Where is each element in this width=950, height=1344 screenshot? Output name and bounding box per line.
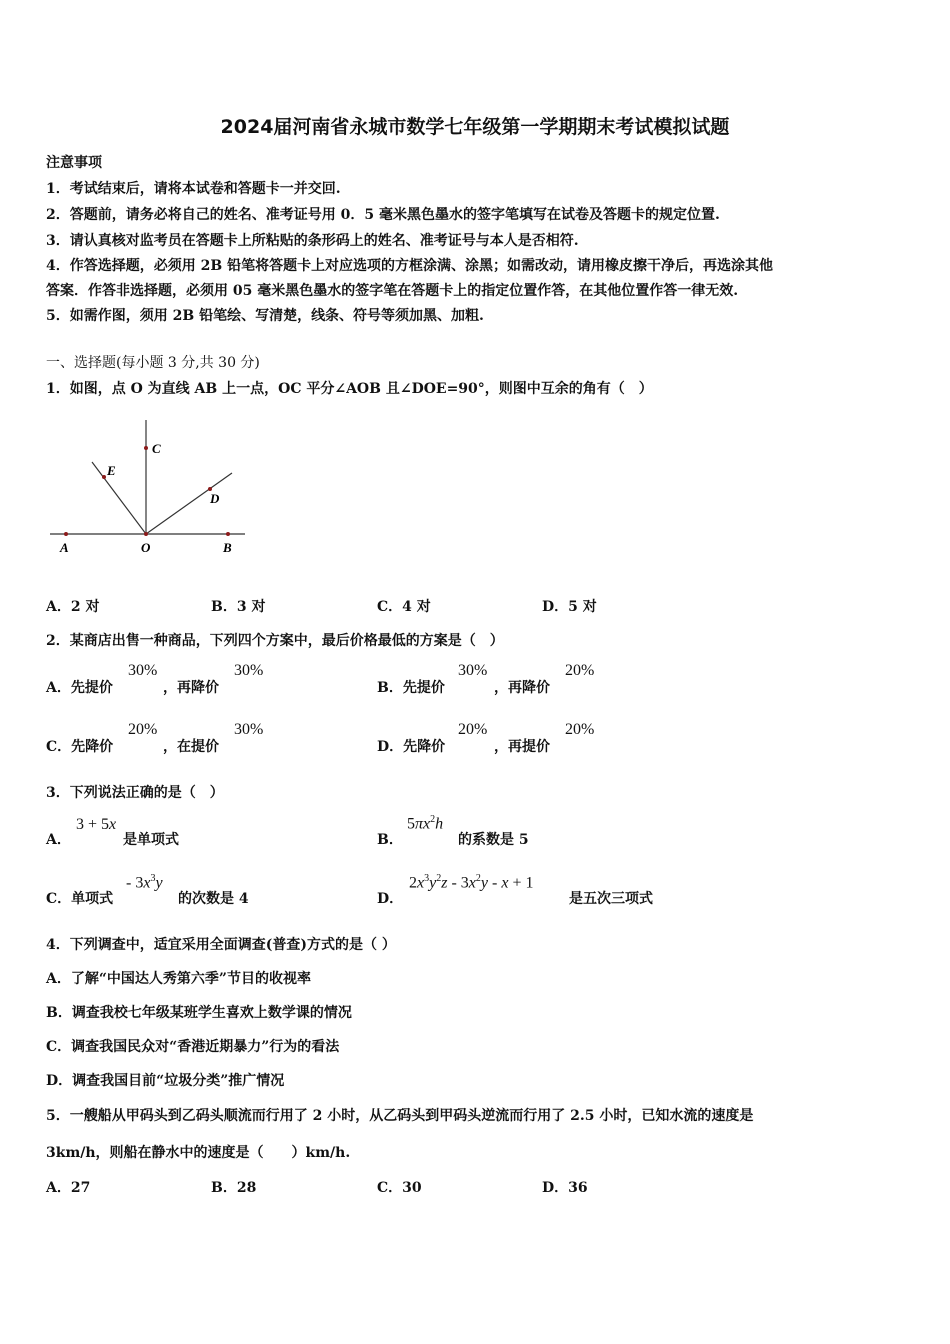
q2-option-d-text1: D．先降价 bbox=[377, 739, 446, 755]
q1-option-a: A．2 对 bbox=[46, 599, 100, 615]
q2-option-b-text1: B．先提价 bbox=[377, 680, 445, 696]
ray-oe bbox=[92, 462, 146, 534]
q2-option-b-value1: 30% bbox=[458, 662, 488, 679]
point-a bbox=[64, 532, 68, 536]
notice-item: 5．如需作图，须用 2B 铅笔绘、写清楚，线条、符号等须加黑、加粗. bbox=[46, 308, 484, 324]
q4-option-b: B．调查我校七年级某班学生喜欢上数学课的情况 bbox=[46, 1005, 352, 1021]
q2-option-b-text2: ，再降价 bbox=[494, 680, 550, 696]
section-heading: 一、选择题(每小题 3 分,共 30 分) bbox=[46, 355, 260, 371]
label-a: A bbox=[60, 540, 69, 555]
question-2-stem: 2．某商店出售一种商品，下列四个方案中，最后价格最低的方案是（ ） bbox=[46, 633, 504, 649]
q5-option-c: C．30 bbox=[377, 1180, 422, 1196]
q3-option-a-text: 是单项式 bbox=[123, 832, 179, 848]
page-title: 2024届河南省永城市数学七年级第一学期期末考试模拟试题 bbox=[220, 116, 730, 138]
q3-option-d-text: 是五次三项式 bbox=[569, 891, 653, 907]
q1-option-b: B．3 对 bbox=[211, 599, 266, 615]
question-1-stem: 1．如图，点 O 为直线 AB 上一点，OC 平分∠AOB 且∠DOE=90°，则图中互余的角有（ ） bbox=[46, 381, 653, 397]
q2-option-d-value1: 20% bbox=[458, 721, 488, 738]
notice-item: 3．请认真核对监考员在答题卡上所粘贴的条形码上的姓名、准考证号与本人是否相符. bbox=[46, 233, 579, 249]
q3-option-a-label: A． bbox=[46, 832, 71, 848]
q3-option-b-formula: $5\pi x^2h$ bbox=[407, 814, 444, 833]
point-o bbox=[144, 532, 148, 536]
point-e bbox=[102, 475, 106, 479]
q3-option-c-label: C．单项式 bbox=[46, 891, 114, 907]
q2-option-a-text2: ，再降价 bbox=[163, 680, 219, 696]
q2-option-a-value1: 30% bbox=[128, 662, 158, 679]
q2-option-b-value2: 20% bbox=[565, 662, 595, 679]
q2-option-c-value1: 20% bbox=[128, 721, 158, 738]
label-b: B bbox=[223, 540, 232, 555]
label-e: E bbox=[107, 463, 116, 478]
question-4-stem: 4．下列调查中，适宜采用全面调查(普查)方式的是（ ） bbox=[46, 937, 396, 953]
q2-option-a-text1: A．先提价 bbox=[46, 680, 113, 696]
q4-option-c: C．调查我国民众对“香港近期暴力”行为的看法 bbox=[46, 1039, 340, 1055]
q5-option-a: A．27 bbox=[46, 1180, 91, 1196]
point-b bbox=[226, 532, 230, 536]
q5-option-d: D．36 bbox=[542, 1180, 588, 1196]
q2-option-d-text2: ，再提价 bbox=[494, 739, 550, 755]
question-5-stem-line2: 3km/h，则船在静水中的速度是（ ）km/h. bbox=[46, 1145, 351, 1161]
q2-option-d-value2: 20% bbox=[565, 721, 595, 738]
angle-figure bbox=[40, 405, 260, 560]
q2-option-a-value2: 30% bbox=[234, 662, 264, 679]
q3-option-c-text: 的次数是 4 bbox=[178, 891, 249, 907]
q2-option-c-text1: C．先降价 bbox=[46, 739, 114, 755]
notice-item: 答案．作答非选择题，必须用 05 毫米黑色墨水的签字笔在答题卡上的指定位置作答，在其他位置作答一律无效. bbox=[46, 283, 739, 299]
q5-option-b: B．28 bbox=[211, 1180, 257, 1196]
q3-option-a-formula: 3 + 5x bbox=[76, 816, 117, 833]
q3-option-c-formula: - $3x^3y$ bbox=[126, 873, 163, 892]
q4-option-d: D．调查我国目前“垃圾分类”推广情况 bbox=[46, 1073, 285, 1089]
question-3-stem: 3．下列说法正确的是（ ） bbox=[46, 785, 224, 801]
q3-option-d-label: D． bbox=[377, 891, 404, 907]
notice-item: 1．考试结束后，请将本试卷和答题卡一并交回. bbox=[46, 181, 341, 197]
q4-option-a: A．了解“中国达人秀第六季”节目的收视率 bbox=[46, 971, 311, 987]
q3-option-d-formula: $2x^3y^2z - 3x^2y - x + 1$ bbox=[409, 873, 534, 892]
notice-item: 4．作答选择题，必须用 2B 铅笔将答题卡上对应选项的方框涂满、涂黑；如需改动，请用橡皮擦干净后，再选涂其他 bbox=[46, 258, 774, 274]
label-o: O bbox=[141, 540, 151, 555]
q3-option-b-label: B． bbox=[377, 832, 403, 848]
notice-item: 2．答题前，请务必将自己的姓名、准考证号用 0．5 毫米黑色墨水的签字笔填写在试卷及答题卡的规定位置. bbox=[46, 207, 720, 223]
q2-option-c-value2: 30% bbox=[234, 721, 264, 738]
q1-option-c: C．4 对 bbox=[377, 599, 431, 615]
label-d: D bbox=[210, 491, 220, 506]
point-c bbox=[144, 446, 148, 450]
question-5-stem-line1: 5．一艘船从甲码头到乙码头顺流而行用了 2 小时，从乙码头到甲码头逆流而行用了 2.5 小时，已知水流的速度是 bbox=[46, 1108, 754, 1124]
q1-option-d: D．5 对 bbox=[542, 599, 597, 615]
q2-option-c-text2: ，在提价 bbox=[163, 739, 219, 755]
q3-option-b-text: 的系数是 5 bbox=[458, 832, 529, 848]
label-c: C bbox=[152, 441, 161, 456]
notice-heading: 注意事项 bbox=[46, 155, 102, 171]
